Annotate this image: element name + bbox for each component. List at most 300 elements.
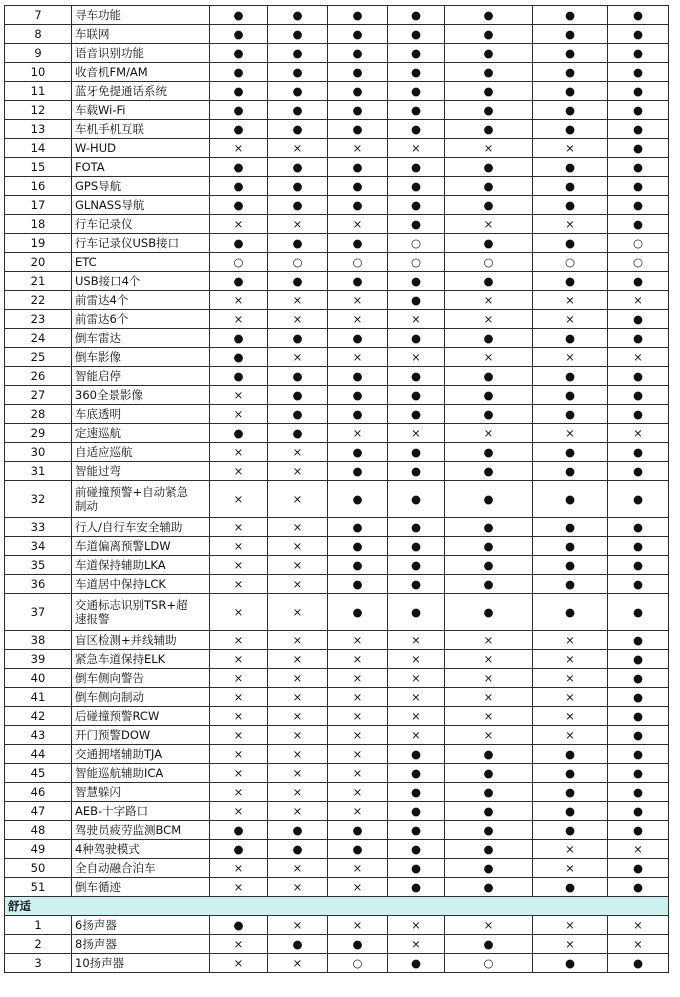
config-cell: × — [328, 631, 388, 650]
config-cell: ● — [388, 82, 445, 101]
config-cell: ● — [388, 63, 445, 82]
config-cell: ● — [210, 821, 268, 840]
config-cell: × — [210, 745, 268, 764]
feature-name-line2: 制动 — [75, 499, 98, 513]
config-cell: × — [210, 688, 268, 707]
config-cell: ● — [608, 669, 669, 688]
config-cell: × — [268, 745, 328, 764]
feature-name — [72, 594, 210, 631]
config-cell: × — [268, 481, 328, 518]
config-cell: × — [388, 935, 445, 954]
feature-name: 车机手机互联 — [72, 120, 210, 139]
table-row — [5, 367, 669, 386]
config-cell: ● — [445, 329, 533, 348]
config-cell: ○ — [388, 253, 445, 272]
config-cell: ● — [445, 594, 533, 631]
config-cell: × — [533, 139, 608, 158]
feature-name: 倒车影像 — [72, 348, 210, 367]
config-cell: ● — [445, 878, 533, 897]
table-row — [5, 688, 669, 707]
table-row — [5, 443, 669, 462]
config-cell: × — [445, 688, 533, 707]
config-cell: ● — [268, 158, 328, 177]
config-cell: ● — [210, 44, 268, 63]
table-row — [5, 63, 669, 82]
config-cell: ● — [608, 821, 669, 840]
row-number: 11 — [5, 82, 72, 101]
config-cell: ● — [445, 234, 533, 253]
config-cell: ● — [388, 329, 445, 348]
config-cell: ● — [445, 821, 533, 840]
config-cell: ● — [533, 575, 608, 594]
config-cell: ● — [210, 101, 268, 120]
table-row — [5, 916, 669, 935]
feature-name: 后碰撞预警RCW — [72, 707, 210, 726]
row-number: 38 — [5, 631, 72, 650]
config-cell: ● — [210, 424, 268, 443]
config-cell: × — [268, 215, 328, 234]
config-cell: × — [268, 631, 328, 650]
config-cell: × — [445, 310, 533, 329]
config-cell: ● — [608, 272, 669, 291]
feature-name: 驾驶员疲劳监测BCM — [72, 821, 210, 840]
feature-name: W-HUD — [72, 139, 210, 158]
row-number: 43 — [5, 726, 72, 745]
table-row — [5, 120, 669, 139]
config-cell: ● — [328, 840, 388, 859]
feature-name: 智能巡航辅助ICA — [72, 764, 210, 783]
table-row — [5, 669, 669, 688]
config-cell: ● — [328, 6, 388, 25]
config-cell: ● — [328, 594, 388, 631]
feature-name: 6扬声器 — [72, 916, 210, 935]
row-number: 10 — [5, 63, 72, 82]
config-cell: ● — [328, 367, 388, 386]
feature-name: 8扬声器 — [72, 935, 210, 954]
config-cell: ○ — [608, 234, 669, 253]
config-cell: × — [210, 878, 268, 897]
table-row — [5, 101, 669, 120]
row-number: 12 — [5, 101, 72, 120]
config-cell: ● — [533, 386, 608, 405]
config-cell: × — [533, 310, 608, 329]
config-cell: ● — [533, 783, 608, 802]
row-number: 27 — [5, 386, 72, 405]
table-row — [5, 821, 669, 840]
feature-name: 车道保持辅助LKA — [72, 556, 210, 575]
table-row — [5, 272, 669, 291]
table-row — [5, 859, 669, 878]
config-cell: ● — [328, 386, 388, 405]
config-cell: × — [388, 688, 445, 707]
row-number: 48 — [5, 821, 72, 840]
config-cell: ● — [388, 556, 445, 575]
config-cell: × — [210, 139, 268, 158]
table-row — [5, 764, 669, 783]
config-cell: × — [445, 707, 533, 726]
config-cell: ● — [533, 878, 608, 897]
config-cell: ● — [328, 25, 388, 44]
config-cell: ● — [533, 6, 608, 25]
feature-name: 收音机FM/AM — [72, 63, 210, 82]
config-cell: ● — [388, 367, 445, 386]
config-cell: × — [210, 537, 268, 556]
config-cell: ● — [328, 556, 388, 575]
feature-name: 智能过弯 — [72, 462, 210, 481]
config-cell: × — [268, 878, 328, 897]
row-number: 1 — [5, 916, 72, 935]
config-cell: ● — [388, 575, 445, 594]
row-number: 25 — [5, 348, 72, 367]
config-cell: ● — [388, 537, 445, 556]
config-cell: × — [445, 215, 533, 234]
config-cell: × — [328, 916, 388, 935]
config-cell: × — [210, 462, 268, 481]
config-cell: ● — [608, 518, 669, 537]
config-cell: ● — [445, 44, 533, 63]
feature-name: AEB-十字路口 — [72, 802, 210, 821]
config-cell: × — [268, 954, 328, 973]
config-cell: ● — [608, 367, 669, 386]
table-row — [5, 177, 669, 196]
config-cell: ● — [388, 6, 445, 25]
table-row — [5, 82, 669, 101]
config-cell: × — [268, 594, 328, 631]
config-cell: × — [533, 424, 608, 443]
config-cell: ● — [388, 821, 445, 840]
config-cell: × — [210, 556, 268, 575]
feature-name: 行车记录仪 — [72, 215, 210, 234]
config-cell: ● — [388, 954, 445, 973]
config-cell: ● — [445, 6, 533, 25]
config-cell: ● — [533, 745, 608, 764]
config-cell: × — [608, 916, 669, 935]
config-cell: ● — [445, 443, 533, 462]
row-number: 41 — [5, 688, 72, 707]
config-cell: × — [268, 291, 328, 310]
config-cell: × — [210, 650, 268, 669]
row-number: 45 — [5, 764, 72, 783]
config-cell: ● — [533, 462, 608, 481]
config-cell: ● — [533, 82, 608, 101]
config-cell: ● — [533, 821, 608, 840]
config-cell: × — [328, 650, 388, 669]
table-row — [5, 386, 669, 405]
config-cell: ● — [210, 6, 268, 25]
table-row — [5, 726, 669, 745]
config-cell: × — [268, 518, 328, 537]
config-cell: × — [210, 386, 268, 405]
config-cell: × — [328, 424, 388, 443]
config-cell: × — [388, 707, 445, 726]
config-cell: ● — [268, 44, 328, 63]
config-cell: ● — [210, 63, 268, 82]
config-cell: ● — [268, 405, 328, 424]
config-cell: × — [328, 726, 388, 745]
config-cell: × — [533, 348, 608, 367]
config-cell: ● — [608, 954, 669, 973]
config-cell: ● — [533, 63, 608, 82]
config-cell: ● — [210, 329, 268, 348]
row-number: 36 — [5, 575, 72, 594]
row-number: 39 — [5, 650, 72, 669]
row-number: 40 — [5, 669, 72, 688]
config-cell: ● — [328, 821, 388, 840]
config-cell: × — [328, 139, 388, 158]
config-cell: ● — [210, 82, 268, 101]
config-cell: ● — [328, 120, 388, 139]
config-cell: ● — [268, 386, 328, 405]
feature-name: 语音识别功能 — [72, 44, 210, 63]
config-cell: × — [210, 310, 268, 329]
config-cell: × — [268, 669, 328, 688]
config-cell: ● — [388, 215, 445, 234]
table-row — [5, 139, 669, 158]
config-cell: ● — [608, 63, 669, 82]
config-cell: ● — [533, 537, 608, 556]
config-cell: ● — [388, 405, 445, 424]
config-cell: ● — [445, 63, 533, 82]
config-cell: ● — [388, 44, 445, 63]
config-cell: × — [328, 859, 388, 878]
config-cell: ● — [533, 481, 608, 518]
table-row — [5, 537, 669, 556]
config-cell: × — [210, 291, 268, 310]
config-cell: ● — [388, 101, 445, 120]
config-cell: × — [533, 631, 608, 650]
config-cell: ● — [608, 878, 669, 897]
feature-name: USB接口4个 — [72, 272, 210, 291]
table-row — [5, 840, 669, 859]
config-cell: × — [388, 631, 445, 650]
row-number: 29 — [5, 424, 72, 443]
config-cell: ● — [445, 120, 533, 139]
config-cell: ● — [388, 802, 445, 821]
config-cell: × — [268, 139, 328, 158]
table-row — [5, 650, 669, 669]
config-cell: × — [210, 802, 268, 821]
config-cell: ● — [608, 688, 669, 707]
config-cell: × — [268, 802, 328, 821]
config-cell: × — [210, 594, 268, 631]
config-cell: ● — [608, 139, 669, 158]
config-cell: ● — [608, 462, 669, 481]
feature-name: 倒车雷达 — [72, 329, 210, 348]
config-cell: × — [533, 707, 608, 726]
config-cell: ● — [328, 481, 388, 518]
config-cell: ● — [445, 158, 533, 177]
config-cell: ○ — [608, 253, 669, 272]
config-cell: ● — [533, 764, 608, 783]
config-cell: ● — [445, 537, 533, 556]
table-row — [5, 878, 669, 897]
feature-name: 自适应巡航 — [72, 443, 210, 462]
config-cell: × — [210, 764, 268, 783]
config-cell: ● — [210, 234, 268, 253]
config-cell: × — [608, 840, 669, 859]
config-cell: ● — [608, 310, 669, 329]
config-cell: × — [328, 783, 388, 802]
config-cell: ● — [445, 935, 533, 954]
config-cell: × — [268, 859, 328, 878]
feature-name: 开门预警DOW — [72, 726, 210, 745]
config-cell: × — [328, 764, 388, 783]
config-cell: × — [445, 424, 533, 443]
feature-name: 4种驾驶模式 — [72, 840, 210, 859]
config-cell: × — [533, 688, 608, 707]
config-cell: ● — [268, 424, 328, 443]
row-number: 2 — [5, 935, 72, 954]
feature-name: 寻车功能 — [72, 6, 210, 25]
config-cell: ○ — [328, 253, 388, 272]
section-header-row — [5, 897, 669, 916]
config-cell: ● — [388, 196, 445, 215]
config-cell: ● — [388, 158, 445, 177]
row-number: 33 — [5, 518, 72, 537]
config-cell: ● — [608, 6, 669, 25]
config-cell: × — [388, 916, 445, 935]
config-cell: ● — [268, 329, 328, 348]
config-cell: ● — [608, 177, 669, 196]
config-cell: ● — [210, 840, 268, 859]
config-cell: × — [268, 726, 328, 745]
table-row — [5, 329, 669, 348]
feature-name: 倒车侧向警告 — [72, 669, 210, 688]
config-cell: × — [210, 405, 268, 424]
config-cell: ● — [328, 196, 388, 215]
config-cell: ● — [388, 518, 445, 537]
config-cell: × — [268, 650, 328, 669]
row-number: 44 — [5, 745, 72, 764]
config-cell: ● — [328, 329, 388, 348]
config-cell: ● — [268, 25, 328, 44]
config-cell: ● — [388, 764, 445, 783]
feature-name: 交通拥堵辅助TJA — [72, 745, 210, 764]
config-cell: ● — [328, 63, 388, 82]
config-cell: ● — [608, 575, 669, 594]
config-cell: ● — [328, 405, 388, 424]
config-cell: ● — [445, 177, 533, 196]
config-cell: ● — [328, 158, 388, 177]
config-cell: ● — [608, 443, 669, 462]
config-cell: × — [268, 310, 328, 329]
config-cell: ○ — [533, 253, 608, 272]
config-cell: ● — [388, 878, 445, 897]
config-cell: ● — [388, 272, 445, 291]
config-cell: ● — [533, 954, 608, 973]
config-cell: × — [533, 291, 608, 310]
table-row — [5, 707, 669, 726]
feature-name: 蓝牙免提通话系统 — [72, 82, 210, 101]
config-cell: ● — [445, 196, 533, 215]
config-cell: ● — [608, 101, 669, 120]
config-cell: ● — [210, 916, 268, 935]
config-cell: × — [210, 783, 268, 802]
feature-name: 前雷达4个 — [72, 291, 210, 310]
config-cell: ● — [533, 405, 608, 424]
config-cell: ● — [328, 518, 388, 537]
feature-name: 智能启停 — [72, 367, 210, 386]
config-cell: × — [533, 669, 608, 688]
config-cell: × — [608, 424, 669, 443]
config-cell: ● — [388, 386, 445, 405]
config-cell: ● — [388, 481, 445, 518]
config-cell: × — [445, 669, 533, 688]
config-cell: ● — [445, 783, 533, 802]
config-cell: × — [445, 916, 533, 935]
config-cell: ● — [445, 101, 533, 120]
feature-name: 行人/自行车安全辅助 — [72, 518, 210, 537]
row-number: 34 — [5, 537, 72, 556]
feature-name: 倒车侧向制动 — [72, 688, 210, 707]
config-cell: ○ — [388, 234, 445, 253]
table-row — [5, 954, 669, 973]
config-cell: ● — [608, 405, 669, 424]
config-cell: × — [328, 215, 388, 234]
row-number: 35 — [5, 556, 72, 575]
config-cell: ● — [533, 120, 608, 139]
config-cell: × — [328, 348, 388, 367]
table-row — [5, 291, 669, 310]
config-cell: ● — [388, 745, 445, 764]
row-number: 19 — [5, 234, 72, 253]
config-cell: ● — [268, 821, 328, 840]
config-cell: ● — [388, 25, 445, 44]
config-cell: × — [268, 348, 328, 367]
config-cell: × — [533, 916, 608, 935]
row-number: 26 — [5, 367, 72, 386]
row-number: 22 — [5, 291, 72, 310]
table-row — [5, 935, 669, 954]
row-number: 17 — [5, 196, 72, 215]
config-cell: × — [388, 726, 445, 745]
config-cell: ● — [210, 196, 268, 215]
row-number: 37 — [5, 594, 72, 631]
config-cell: ● — [210, 25, 268, 44]
table-row — [5, 631, 669, 650]
config-cell: ● — [533, 443, 608, 462]
config-cell: ● — [608, 329, 669, 348]
feature-name-line2: 速报警 — [75, 612, 110, 626]
table-row — [5, 44, 669, 63]
row-number: 21 — [5, 272, 72, 291]
config-cell: ● — [608, 764, 669, 783]
config-cell: × — [328, 688, 388, 707]
feature-name: FOTA — [72, 158, 210, 177]
row-number: 50 — [5, 859, 72, 878]
config-cell: × — [328, 707, 388, 726]
table-row — [5, 253, 669, 272]
config-cell: ● — [328, 82, 388, 101]
config-cell: × — [210, 631, 268, 650]
row-number: 14 — [5, 139, 72, 158]
config-cell: ● — [268, 120, 328, 139]
config-cell: × — [268, 916, 328, 935]
config-cell: ● — [533, 594, 608, 631]
config-cell: ● — [268, 935, 328, 954]
config-cell: ● — [445, 405, 533, 424]
config-cell: ● — [388, 291, 445, 310]
config-cell: ● — [608, 25, 669, 44]
config-cell: ● — [328, 177, 388, 196]
config-cell: ● — [608, 158, 669, 177]
config-cell: ● — [328, 272, 388, 291]
row-number: 24 — [5, 329, 72, 348]
config-cell: ● — [608, 707, 669, 726]
row-number: 31 — [5, 462, 72, 481]
config-cell: ● — [533, 158, 608, 177]
row-number: 18 — [5, 215, 72, 234]
